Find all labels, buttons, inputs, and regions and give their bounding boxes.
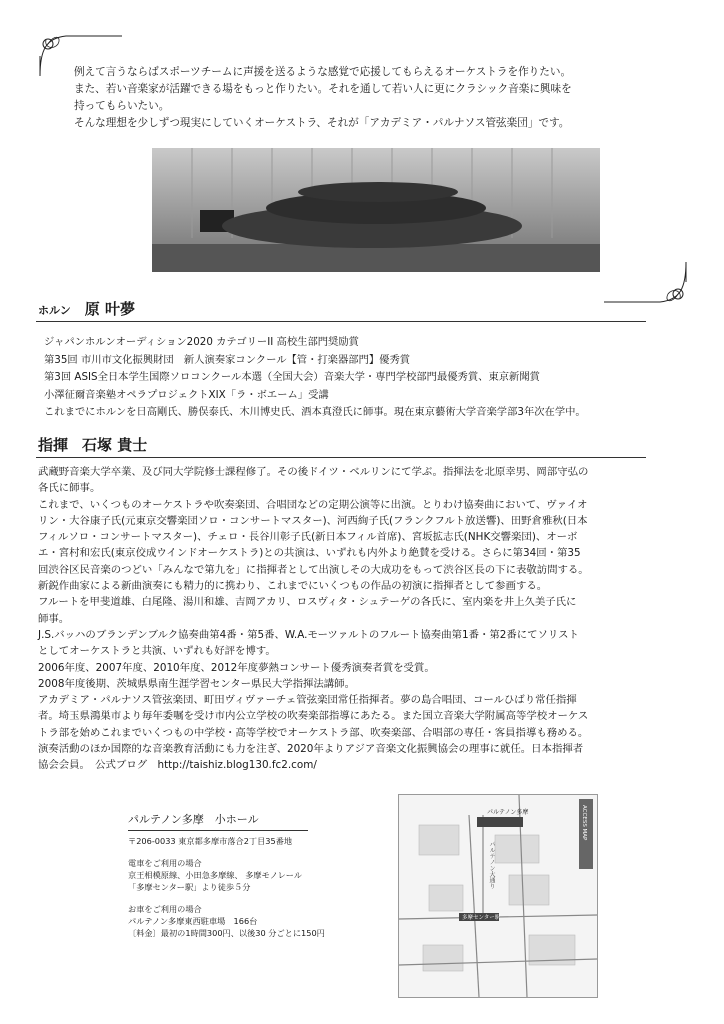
conductor-bio-line: リン・大谷康子氏(元東京交響楽団ソロ・コンサートマスター)、河西絢子氏(フランクフルト放送響)、田野倉雅秋(日本 (38, 514, 588, 527)
conductor-bio-line: アカデミア・パルナソス管弦楽団、町田ヴィヴァーチェ管弦楽団常任指揮者。夢の島合唱団、コールひばり常任指揮 (38, 694, 577, 707)
conductor-bio-line: 回渋谷区民音楽のつどい「みんなで第九を」に指揮者として出演しその大成功をもって渋谷区長の下に表敬訪問する。 (38, 563, 589, 576)
conductor-name: 石塚 貴士 (82, 436, 148, 454)
conductor-bio-line: 師事。 (38, 612, 70, 625)
venue-divider (128, 830, 308, 831)
horn-role: ホルン (38, 304, 71, 317)
parthenon-marker (477, 817, 523, 827)
conductor-bio-line: としてオーケストラと共演、いずれも好評を博す。 (38, 645, 276, 658)
train-heading: 電車をご利用の場合 (128, 858, 202, 868)
conductor-bio-line: 協会会員。 公式ブログ http://taishiz.blog130.fc2.com/ (38, 759, 317, 772)
horn-bio-line: ジャパンホルンオーディション2020 カテゴリーII 高校生部門奨励賞 (44, 336, 359, 348)
car-line: 〔料金〕最初の1時間300円、以後30 分ごとに150円 (128, 928, 325, 938)
horn-divider (36, 321, 646, 322)
conductor-bio-line: トラ部を始めこれまでいくつもの中学校・高等学校でオーケストラ部、吹奏楽部、合唱部の専任・客員指導も務める。 (38, 726, 589, 739)
conductor-bio-line: エ・宮村和宏氏(東京佼成ウインドオーケストラ)との共演は、いずれも内外より絶賛を受ける。さらに第34回・第35 (38, 547, 581, 560)
map-label-station: 多摩センター駅 (462, 915, 501, 921)
conductor-bio-line: 武蔵野音楽大学卒業、及び同大学院修士課程修了。その後ドイツ・ベルリンにて学ぶ。指揮法を北原幸男、岡部守弘の (38, 466, 589, 478)
conductor-bio-line: 2008年度後期、茨城県県南生涯学習センター県民大学指揮法講師。 (38, 677, 355, 690)
conductor-bio-line: フィルソロ・コンサートマスター)、チェロ・長谷川彰子氏(新日本フィル首席)、宮坂拡志氏(NHK交響楽団)、オーボ (38, 531, 578, 544)
conductor-bio-line: 者。埼玉県鴻巣市より毎年委嘱を受け市内公立学校の吹奏楽部指導にあたる。また国立音楽大学附属高等学校オーケス (38, 710, 589, 723)
conductor-bio-line: これまで、いくつものオーケストラや吹奏楽団、合唱団などの定期公演等に出演。とりわけ協奏曲において、ヴァイオ (38, 498, 588, 511)
horn-bio (44, 334, 586, 422)
intro-text (74, 64, 572, 132)
horn-heading (38, 298, 135, 319)
horn-bio-line: 第35回 市川市文化振興財団 新人演奏家コンクール【管・打楽器部門】優秀賞 (44, 353, 411, 366)
conductor-heading (38, 434, 147, 455)
car-heading: お車をご利用の場合 (128, 904, 202, 914)
conductor-divider (36, 457, 646, 458)
corner-ornament-bottom-right (600, 258, 690, 310)
venue-info (128, 812, 325, 939)
conductor-role: 指揮 (38, 436, 69, 454)
conductor-bio-line: 演奏活動のほか国際的な音楽教育活動にも力を注ぎ、2020年よりアジア音楽文化振興協会の理事に就任。日本指揮者 (38, 743, 584, 756)
conductor-bio (38, 464, 589, 774)
conductor-bio-line: 2006年度、2007年度、2010年度、2012年度夢熱コンサート優秀演奏者賞を受賞。 (38, 661, 435, 674)
horn-name: 原 叶夢 (84, 300, 135, 318)
map-label-top: パルテノン多摩 (487, 809, 529, 816)
intro-line: 持ってもらいたい。 (74, 100, 170, 112)
conductor-bio-line: 各氏に師事。 (38, 482, 101, 495)
orchestra-photo (152, 148, 600, 272)
intro-line: また、若い音楽家が活躍できる場をもっと作りたい。それを通して若い人に更にクラシック音楽に興味を (74, 83, 572, 95)
venue-address: 〒206-0033 東京都多摩市落合2丁目35番地 (128, 836, 293, 846)
map-label-street: パルテノン大通り (488, 841, 495, 889)
access-map (398, 794, 598, 998)
train-line: 「多摩センター駅」より徒歩５分 (128, 882, 251, 892)
intro-line: そんな理想を少しずつ現実にしていくオーケストラ、それが「アカデミア・パルナソス管弦楽団」です。 (74, 117, 570, 129)
car-line: パルテノン多摩東西駐車場 166台 (128, 916, 258, 926)
conductor-bio-line: フルートを甲斐道雄、白尾隆、湯川和雄、吉岡アカリ、ロスヴィタ・シュテーゲの各氏に、室内楽を井上久美子氏に (38, 596, 577, 609)
venue-title: パルテノン多摩 小ホール (128, 813, 259, 826)
conductor-bio-line: J.S.バッハのブランデンブルク協奏曲第4番・第5番、W.A.モーツァルトのフルート協奏曲第1番・第2番にてソリスト (38, 628, 579, 641)
intro-line: 例えて言うならばスポーツチームに声援を送るような感覚で応援してもらえるオーケストラを作りたい。 (74, 66, 572, 78)
horn-bio-line: 小澤征爾音楽塾オペラプロジェクトXIX「ラ・ボエーム」受講 (44, 388, 329, 401)
horn-bio-line: 第3回 ASIS全日本学生国際ソロコンクール本選（全国大会）音楽大学・専門学校部門最優秀賞、東京新聞賞 (44, 371, 540, 383)
map-label-side: ACCESS MAP (581, 805, 587, 841)
conductor-bio-line: 新鋭作曲家による新曲演奏にも精力的に携わり、これまでにいくつもの作品の初演に指揮者として参画する。 (38, 580, 548, 593)
horn-bio-line: これまでにホルンを日高剛氏、勝俣泰氏、木川博史氏、酒本真澄氏に師事。現在東京藝術大学音楽学部3年次在学中。 (44, 406, 586, 418)
train-line: 京王相模原線、小田急多摩線、 多摩モノレール (128, 870, 302, 880)
